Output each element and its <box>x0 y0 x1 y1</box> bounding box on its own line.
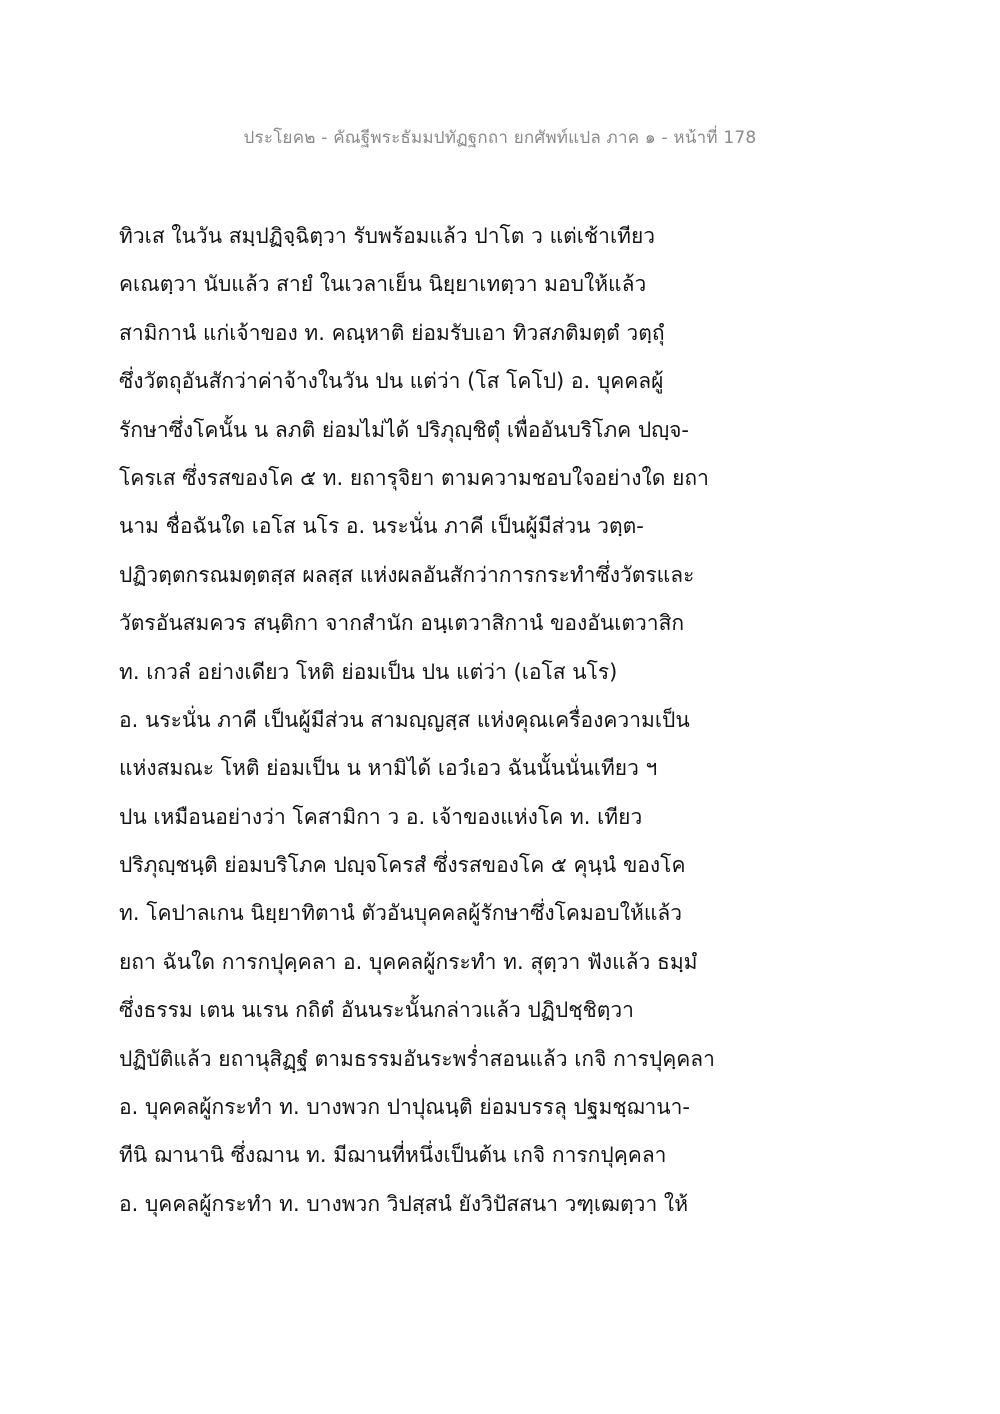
text-line: ทิวเส ในวัน สมฺปฏิจฺฉิตฺวา รับพร้อมแล้ว ปาโต ว แต่เช้าเทียว <box>119 224 656 248</box>
text-line: อ. นระนั่น ภาคี เป็นผู้มีส่วน สามญฺญสฺส แห่งคุณเครื่องความเป็น <box>119 707 690 732</box>
text-line: อ. บุคคลผู้กระทำ ท. บางพวก ปาปุณนฺติ ย่อมบรรลุ ปฐมชฺฌานา- <box>119 1095 691 1120</box>
text-line: ทีนิ ฌานานิ ซึ่งฌาน ท. มีฌานที่หนึ่งเป็นต้น เกจิ การกปุคฺคลา <box>119 1143 667 1168</box>
text-line: โครเส ซึ่งรสของโค ๕ ท. ยถารุจิยา ตามความชอบใจอย่างใด ยถา <box>119 465 709 490</box>
text-line: ปริภุญฺชนฺติ ย่อมบริโภค ปญฺจโครสํ ซึ่งรสของโค ๕ คุนฺนํ ของโค <box>119 853 686 878</box>
text-line: รักษาซึ่งโคนั้น น ลภติ ย่อมไม่ได้ ปริภุญฺชิตุํ เพื่ออันบริโภค ปญฺจ- <box>119 417 690 442</box>
text-line: ปฏิบัติแล้ว ยถานุสิฏฺฐํ ตามธรรมอันระพร่ำสอนแล้ว เกจิ การปุคฺคลา <box>119 1046 715 1071</box>
text-line: คเณตฺวา นับแล้ว สายํ ในเวลาเย็น นิยฺยาเทตฺวา มอบให้แล้ว <box>119 272 647 297</box>
text-line: ท. เกวลํ อย่างเดียว โหติ ย่อมเป็น ปน แต่ว่า (เอโส นโร) <box>119 659 618 684</box>
text-line: ปฏิวตฺตกรณมตฺตสฺส ผลสฺส แห่งผลอันสักว่าการกระทำซึ่งวัตรและ <box>119 562 695 587</box>
text-line: วัตรอันสมควร สนฺติกา จากสำนัก อนฺเตวาสิกานํ ของอันเตวาสิก <box>119 611 685 636</box>
text-line: ยถา ฉันใด การกปุคฺคลา อ. บุคคลผู้กระทำ ท. สุตฺวา ฟังแล้ว ธมฺมํ <box>119 949 698 974</box>
text-line: อ. บุคคลผู้กระทำ ท. บางพวก วิปสฺสนํ ยังวิปัสสนา วฑฺเฒตฺวา ให้ <box>119 1191 689 1216</box>
body-text <box>119 212 899 1228</box>
page-header: ประโยค๒ - คัณฐีพระธัมมปทัฏฐกถา ยกศัพท์แปล ภาค ๑ - หน้าที่ 178 <box>243 128 757 148</box>
text-line: สามิกานํ แก่เจ้าของ ท. คณฺหาติ ย่อมรับเอา ทิวสภติมตฺตํ วตฺถุํ <box>119 320 665 345</box>
text-line: ท. โคปาลเกน นิยฺยาทิตานํ ตัวอันบุคคลผู้รักษาซึ่งโคมอบให้แล้ว <box>119 901 683 926</box>
text-line: นาม ชื่อฉันใด เอโส นโร อ. นระนั่น ภาคี เป็นผู้มีส่วน วตฺต- <box>119 514 644 539</box>
text-line: ซึ่งวัตถุอันสักว่าค่าจ้างในวัน ปน แต่ว่า (โส โคโป) อ. บุคคลผู้ <box>119 369 664 394</box>
text-line: ซึ่งธรรม เตน นเรน กถิตํ อันนระนั้นกล่าวแล้ว ปฏิปชฺชิตฺวา <box>119 998 634 1023</box>
text-line: แห่งสมณะ โหติ ย่อมเป็น น หามิได้ เอวํเอว ฉันนั้นนั่นเทียว ฯ <box>119 756 658 781</box>
text-line: ปน เหมือนอย่างว่า โคสามิกา ว อ. เจ้าของแห่งโค ท. เทียว <box>119 804 643 829</box>
